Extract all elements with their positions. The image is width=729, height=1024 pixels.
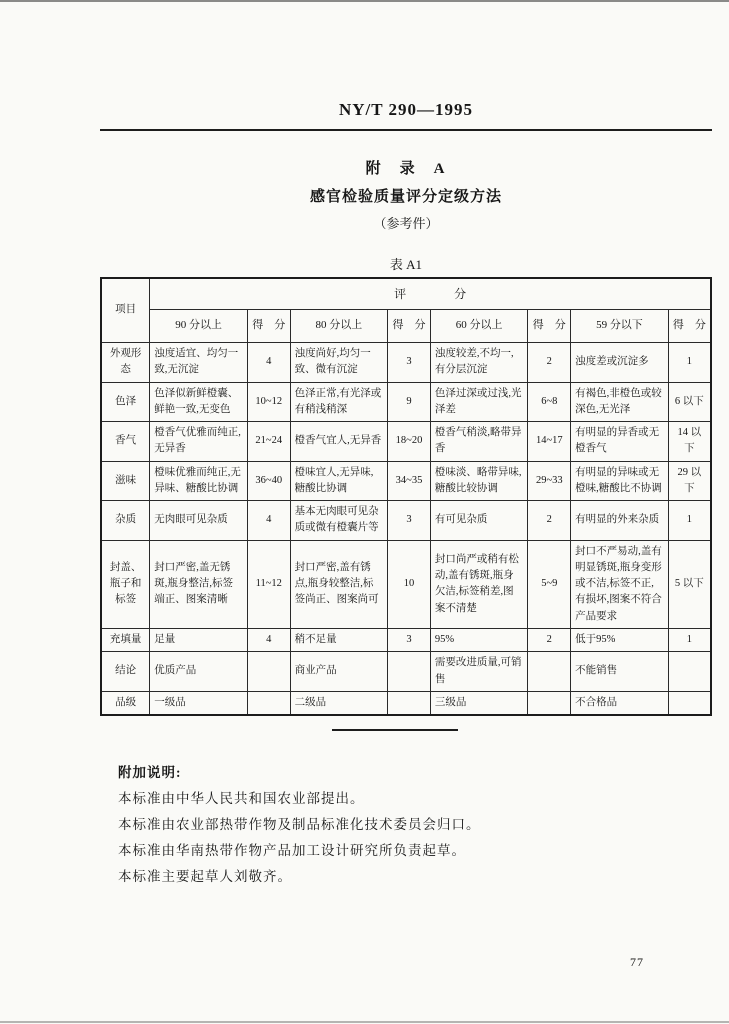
header-col-score4: 得 分 [668,310,711,343]
appendix-subtitle: 感官检验质量评分定级方法 [309,189,502,205]
score-cell: 5 以下 [668,540,711,628]
score-cell: 5~9 [528,540,571,628]
appendix-reference-note: （参考件） [373,216,439,231]
score-cell [388,652,431,692]
header-item-column: 项目 [101,278,150,343]
table-row [101,461,711,501]
item-cell: 结论 [101,652,150,692]
table-row [101,540,711,628]
desc-cell: 需要改进质量,可销售 [430,652,528,692]
score-cell: 9 [388,382,431,422]
table-header-row-1 [101,278,711,310]
page-number: 77 [630,955,644,969]
score-cell: 4 [247,628,290,651]
desc-cell: 低于95% [571,628,669,651]
score-cell: 3 [388,628,431,651]
header-col-80plus: 80 分以上 [290,310,388,343]
desc-cell: 稍不足量 [290,628,388,651]
score-cell: 36~40 [247,461,290,501]
item-cell: 封盖、瓶子和标签 [101,540,150,628]
table-row [101,691,711,715]
desc-cell: 色泽过深或过浅,光泽差 [430,382,528,422]
desc-cell: 优质产品 [150,652,248,692]
score-cell: 3 [388,501,431,541]
desc-cell: 橙香气宜人,无异香 [290,422,388,462]
table-row [101,422,711,462]
header-score-span: 评 分 [150,278,711,310]
score-cell [247,691,290,715]
desc-cell: 有明显的异味或无橙味,糖酸比不协调 [571,461,669,501]
item-cell: 外观形态 [101,343,150,383]
table-caption: 表 A1 [389,257,423,272]
header-col-90plus: 90 分以上 [150,310,248,343]
desc-cell: 橙味淡、略带异味,糖酸比较协调 [430,461,528,501]
score-cell [668,691,711,715]
scan-edge-bottom [0,1021,729,1023]
header-col-60plus: 60 分以上 [430,310,528,343]
item-cell: 充填量 [101,628,150,651]
desc-cell: 无肉眼可见杂质 [150,501,248,541]
score-cell [528,691,571,715]
score-cell: 29 以下 [668,461,711,501]
score-cell: 21~24 [247,422,290,462]
desc-cell: 色泽似新鲜橙囊、鲜艳一致,无变色 [150,382,248,422]
desc-cell: 有褐色,非橙色或较深色,无光泽 [571,382,669,422]
item-cell: 杂质 [101,501,150,541]
desc-cell: 色泽正常,有光泽或有稍浅稍深 [290,382,388,422]
desc-cell: 橙味宜人,无异味,糖酸比协调 [290,461,388,501]
scan-edge-top [0,0,729,2]
score-cell: 6~8 [528,382,571,422]
score-cell: 3 [388,343,431,383]
score-cell: 18~20 [388,422,431,462]
desc-cell: 橙香气稍淡,略带异香 [430,422,528,462]
desc-cell: 95% [430,628,528,651]
additional-notes [118,761,712,885]
item-cell: 滋味 [101,461,150,501]
header-col-score3: 得 分 [528,310,571,343]
score-cell [388,691,431,715]
end-of-table-rule [332,729,458,731]
desc-cell: 不能销售 [571,652,669,692]
header-col-score1: 得 分 [247,310,290,343]
desc-cell: 有明显的外来杂质 [571,501,669,541]
desc-cell: 浊度适宜、均匀一致,无沉淀 [150,343,248,383]
desc-cell: 浊度较差,不均一,有分层沉淀 [430,343,528,383]
note-line: 本标准主要起草人刘敬齐。 [118,869,292,885]
desc-cell: 有明显的异香或无橙香气 [571,422,669,462]
desc-cell: 三级品 [430,691,528,715]
header-rule [100,129,712,131]
item-cell: 香气 [101,422,150,462]
table-header-row-2 [101,310,711,343]
page-content [100,0,712,885]
score-cell [528,652,571,692]
desc-cell: 浊度尚好,均匀一致、微有沉淀 [290,343,388,383]
score-cell: 4 [247,501,290,541]
desc-cell: 足量 [150,628,248,651]
desc-cell: 商业产品 [290,652,388,692]
desc-cell: 有可见杂质 [430,501,528,541]
desc-cell: 一级品 [150,691,248,715]
appendix-title: 附 录 A [365,161,447,177]
score-cell [668,652,711,692]
score-cell: 6 以下 [668,382,711,422]
notes-heading: 附加说明: [118,765,182,781]
desc-cell: 橙香气优雅而纯正,无异香 [150,422,248,462]
table-row [101,343,711,383]
table-row [101,652,711,692]
score-cell: 2 [528,343,571,383]
score-cell: 14 以下 [668,422,711,462]
score-cell: 1 [668,343,711,383]
note-line: 本标准由农业部热带作物及制品标准化技术委员会归口。 [118,817,481,833]
desc-cell: 基本无肉眼可见杂质或微有橙囊片等 [290,501,388,541]
score-cell: 14~17 [528,422,571,462]
score-cell: 11~12 [247,540,290,628]
table-row [101,501,711,541]
header-col-score2: 得 分 [388,310,431,343]
score-cell: 1 [668,501,711,541]
table-row [101,628,711,651]
item-cell: 品级 [101,691,150,715]
score-cell: 10~12 [247,382,290,422]
appendix-heading-block [100,157,712,232]
header-col-59below: 59 分以下 [571,310,669,343]
score-cell: 1 [668,628,711,651]
desc-cell: 封口严密,盖有锈点,瓶身较整洁,标签尚正、图案尚可 [290,540,388,628]
desc-cell: 封口严密,盖无锈斑,瓶身整洁,标签端正、图案清晰 [150,540,248,628]
desc-cell: 橙味优雅而纯正,无异味、糖酸比协调 [150,461,248,501]
desc-cell: 浊度差或沉淀多 [571,343,669,383]
item-cell: 色泽 [101,382,150,422]
grading-table [100,277,712,716]
note-line: 本标准由中华人民共和国农业部提出。 [118,791,365,807]
desc-cell: 封口尚严或稍有松动,盖有锈斑,瓶身欠洁,标签稍差,图案不清楚 [430,540,528,628]
desc-cell: 二级品 [290,691,388,715]
table-row [101,382,711,422]
document-number: NY/T 290—1995 [338,100,474,119]
desc-cell: 不合格品 [571,691,669,715]
score-cell: 29~33 [528,461,571,501]
score-cell: 2 [528,501,571,541]
table-body [101,343,711,716]
desc-cell: 封口不严易动,盖有明显锈斑,瓶身变形或不洁,标签不正,有损坏,图案不符合产品要求 [571,540,669,628]
score-cell [247,652,290,692]
note-line: 本标准由华南热带作物产品加工设计研究所负责起草。 [118,843,466,859]
score-cell: 2 [528,628,571,651]
score-cell: 10 [388,540,431,628]
score-cell: 34~35 [388,461,431,501]
score-cell: 4 [247,343,290,383]
